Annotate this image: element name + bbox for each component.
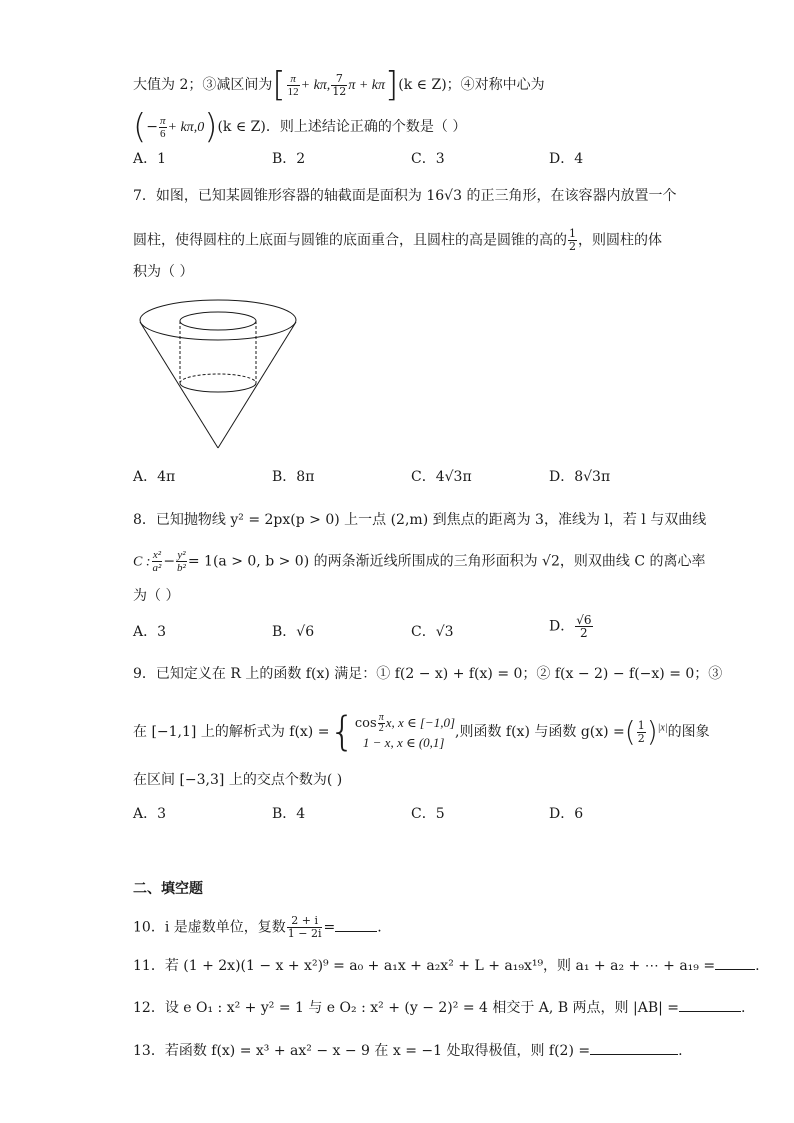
option-b[interactable]: B．2 xyxy=(272,151,306,167)
fraction: $\frac{\pi}{12}$ xyxy=(287,72,299,98)
answer-blank[interactable] xyxy=(679,997,741,1012)
q6-text-c: (k ∈ Z)．则上述结论正确的个数是（ ） xyxy=(217,119,467,135)
q7-line-1: 7．如图，已知某圆锥形容器的轴截面是面积为 16√3 的正三角形，在该容器内放置一个 xyxy=(133,188,677,204)
q6-options xyxy=(133,149,693,169)
option-b[interactable]: B．√6 xyxy=(272,624,315,640)
option-d[interactable]: D．6 xyxy=(549,806,584,822)
option-c[interactable]: C．5 xyxy=(411,806,445,822)
q8-line-2: C : $\frac{\text{x²}}{\text{a²}}$ − $\frac{\text{y²}}{\text{b²}}$ = 1(a > 0, b > 0) 的两条渐近线所围成的三角形面积为 √2，则双曲线 C 的离心率 xyxy=(133,549,706,574)
q8-line-3: 为（ ） xyxy=(133,588,180,604)
q6-center-tail: + kπ,0 xyxy=(167,120,205,135)
q8-line-1: 8．已知抛物线 y² = 2px(p > 0) 上一点 (2,m) 到焦点的距离为 3，准线为 l，若 l 与双曲线 xyxy=(133,512,707,528)
cylinder-bottom-front xyxy=(180,383,256,392)
fraction: $\frac{2 + i}{1 - 2i}$ xyxy=(287,914,322,940)
piecewise-cases: cos $\frac{\pi}{2}$ x, x ∈ [−1,0] 1 − x, x ∈ (0,1] xyxy=(354,711,456,750)
q9-options xyxy=(133,804,693,824)
cone-left-edge xyxy=(140,322,218,448)
q8-options xyxy=(133,613,693,642)
bracket-right: ] xyxy=(385,65,399,105)
fraction: $\frac{\text{y²}}{\text{b²}}$ xyxy=(177,549,186,574)
option-b[interactable]: B．8π xyxy=(272,469,315,485)
brace-left: { xyxy=(329,709,355,755)
cone-cylinder-figure xyxy=(138,298,298,450)
fraction: $\frac{√6}{2}$ xyxy=(576,613,592,640)
cone-top-ellipse xyxy=(140,300,296,340)
q6-line-2: (− $\frac{\pi}{6}$ + kπ,0)(k ∈ Z)．则上述结论正确的个数是（ ） xyxy=(133,107,467,147)
option-d[interactable]: D．4 xyxy=(549,151,584,167)
cylinder-bottom-back xyxy=(180,374,256,383)
q6-text-a: 大值为 2；③减区间为 xyxy=(133,77,273,93)
option-b[interactable]: B．4 xyxy=(272,806,306,822)
option-d[interactable]: D．8√3π xyxy=(549,469,611,485)
paren-left: ( xyxy=(133,107,147,147)
paren-right: ) xyxy=(204,107,218,147)
q6-text-b: (k ∈ Z)；④对称中心为 xyxy=(398,77,545,93)
fraction: $\frac{1}{2}$ xyxy=(637,718,645,745)
q9-line-1: 9．已知定义在 R 上的函数 f(x) 满足：① f(2 − x) + f(x) = 0；② f(x − 2) − f(−x) = 0；③ xyxy=(133,666,723,682)
q7-options xyxy=(133,467,693,487)
option-a[interactable]: A．3 xyxy=(133,624,167,640)
answer-blank[interactable] xyxy=(590,1040,678,1055)
cylinder-top-ellipse xyxy=(180,312,256,330)
fraction: $\frac{1}{2}$ xyxy=(569,227,576,253)
q9-line-3: 在区间 [−3,3] 上的交点个数为( ) xyxy=(133,772,343,788)
bracket-left: [ xyxy=(272,65,286,105)
q7-line-3: 积为（ ） xyxy=(133,264,194,280)
option-a[interactable]: A．4π xyxy=(133,469,176,485)
q12-line: 12．设 e O₁ : x² + y² = 1 与 e O₂ : x² + (y − 2)² = 4 相交于 A, B 两点，则 |AB| = . xyxy=(133,997,745,1018)
option-a[interactable]: A．1 xyxy=(133,151,167,167)
q6-interval-b-tail: π + kπ xyxy=(348,78,386,93)
fraction: $\frac{\text{x²}}{\text{a²}}$ xyxy=(152,549,162,574)
option-c[interactable]: C．4√3π xyxy=(411,469,472,485)
option-c[interactable]: C．√3 xyxy=(411,624,454,640)
q6-interval-a-tail: + kπ, xyxy=(300,78,331,93)
fraction: $\frac{\pi}{6}$ xyxy=(160,114,166,140)
q10-line: 10．i 是虚数单位，复数 $\frac{2 + i}{1 - 2i}$ = . xyxy=(133,914,382,940)
fraction: $\frac{\pi}{2}$ xyxy=(378,711,384,734)
q7-line-2: 圆柱，使得圆柱的上底面与圆锥的底面重合，且圆柱的高是圆锥的高的 $\frac{1}{2}$ ，则圆柱的体 xyxy=(133,227,662,253)
answer-blank[interactable] xyxy=(335,917,377,932)
q13-line: 13．若函数 f(x) = x³ + ax² − x − 9 在 x = −1 处取得极值，则 f(2) = . xyxy=(133,1040,683,1061)
option-c[interactable]: C．3 xyxy=(411,151,445,167)
q6-line-1 xyxy=(133,65,545,105)
q9-line-2: 在 [−1,1] 上的解析式为 f(x) ={ cos $\frac{\pi}{2}$ x, x ∈ [−1,0] 1 − x, x ∈ (0,1] ,则函数 f(x) 与函数 g(x) =( $\frac{1}{2}$ )$^{|x|}$的图象 xyxy=(133,709,710,755)
fraction: $\frac{7}{12}$ xyxy=(332,71,347,98)
option-d[interactable]: D． $\frac{√6}{2}$ xyxy=(549,613,592,640)
section-title-fill-in: 二、填空题 xyxy=(133,881,203,897)
answer-blank[interactable] xyxy=(715,955,755,970)
q11-line: 11．若 (1 + 2x)(1 − x + x²)⁹ = a₀ + a₁x + a₂x² + L + a₁₉x¹⁹，则 a₁ + a₂ + ⋯ + a₁₉ = . xyxy=(133,955,760,976)
cone-right-edge xyxy=(218,322,296,448)
option-a[interactable]: A．3 xyxy=(133,806,167,822)
